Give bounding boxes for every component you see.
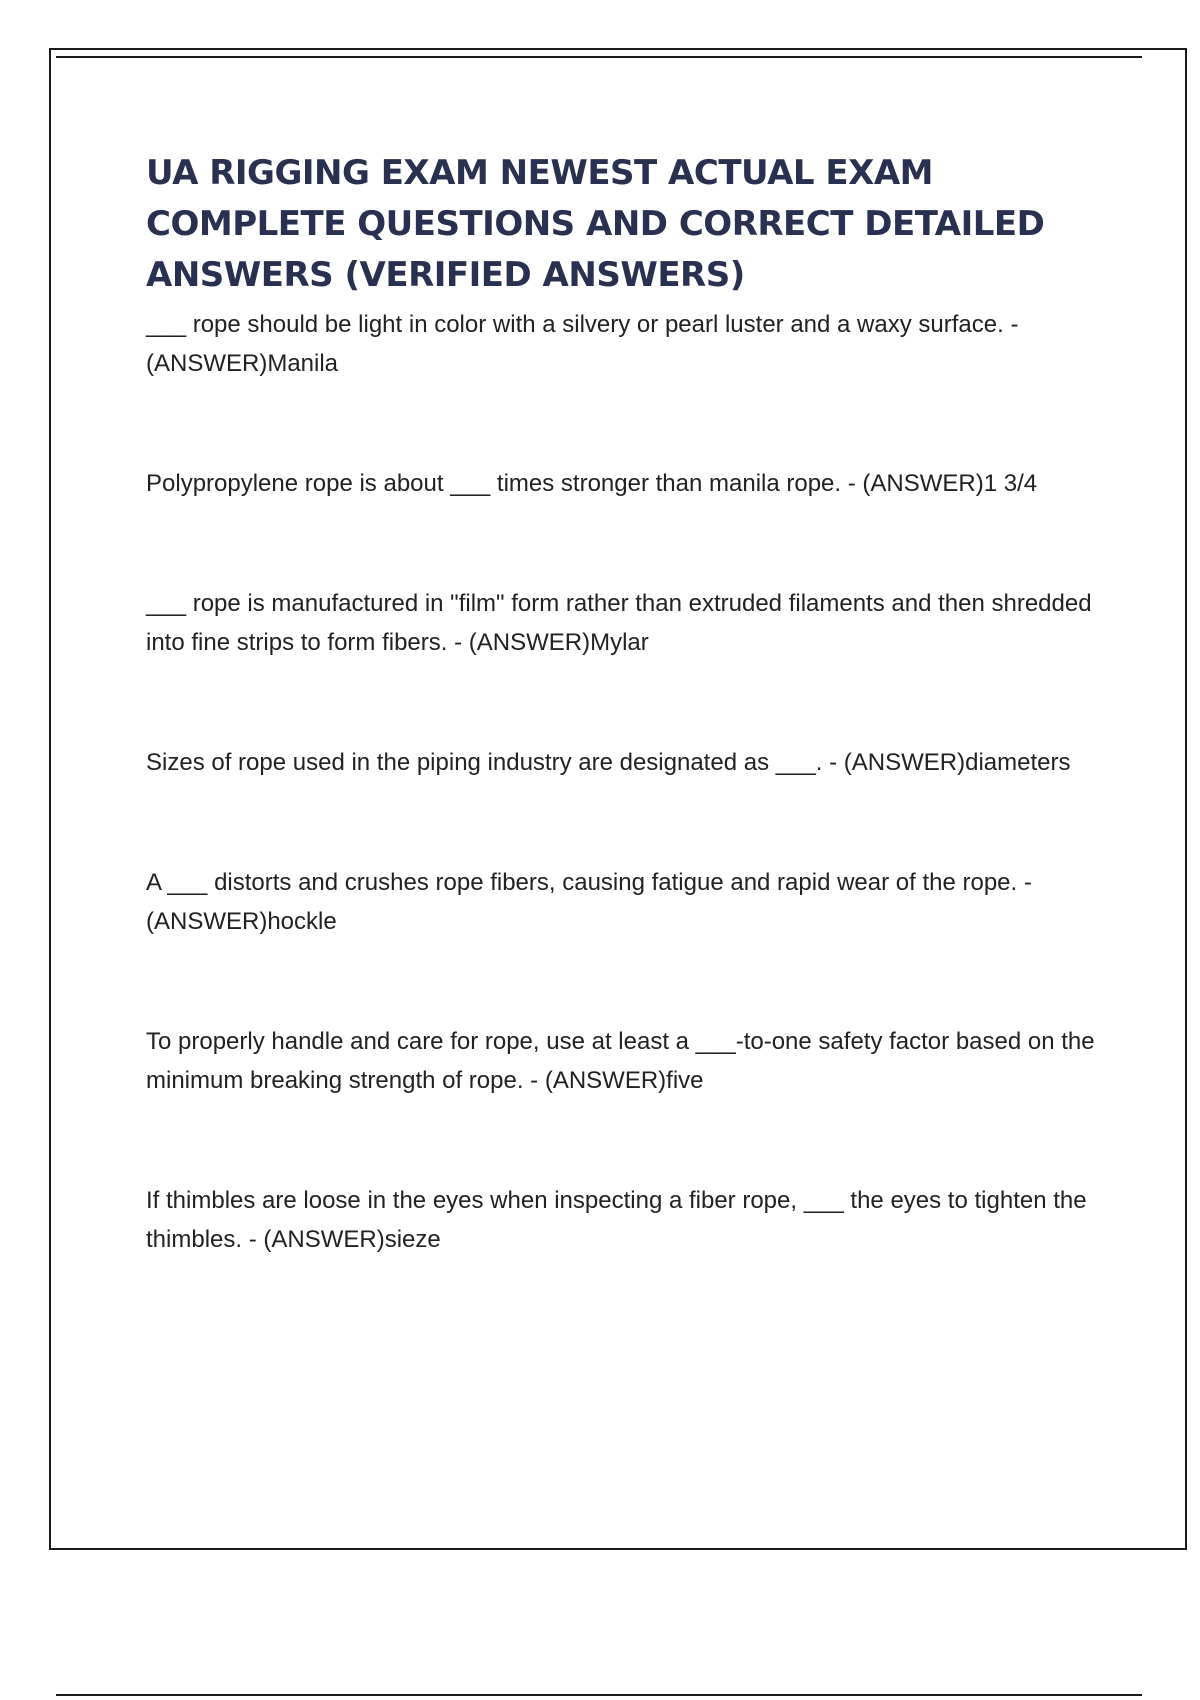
qa-item: A ___ distorts and crushes rope fibers, causing fatigue and rapid wear of the rope. - (ANSWER)hockle [146,869,1032,935]
top-rule [56,56,1142,58]
qa-list [146,305,1106,1259]
qa-item: Sizes of rope used in the piping industry are designated as ___. - (ANSWER)diameters [146,749,1071,776]
document-title: UA RIGGING EXAM NEWEST ACTUAL EXAM COMPLETE QUESTIONS AND CORRECT DETAILED ANSWERS (VERIFIED ANSWERS) [146,153,1045,295]
qa-item: To properly handle and care for rope, use at least a ___-to-one safety factor based on the minimum breaking strength of rope. - (ANSWER)five [146,1028,1095,1094]
qa-item: If thimbles are loose in the eyes when inspecting a fiber rope, ___ the eyes to tighten the thimbles. - (ANSWER)sieze [146,1187,1087,1253]
qa-item: Polypropylene rope is about ___ times stronger than manila rope. - (ANSWER)1 3/4 [146,470,1038,497]
bottom-rule [56,1694,1142,1696]
qa-item: ___ rope should be light in color with a silvery or pearl luster and a waxy surface. - (ANSWER)Manila [146,311,1019,377]
document-body [146,148,1106,1340]
qa-item: ___ rope is manufactured in "film" form rather than extruded filaments and then shredded into fine strips to form fibers. - (ANSWER)Mylar [146,590,1092,656]
